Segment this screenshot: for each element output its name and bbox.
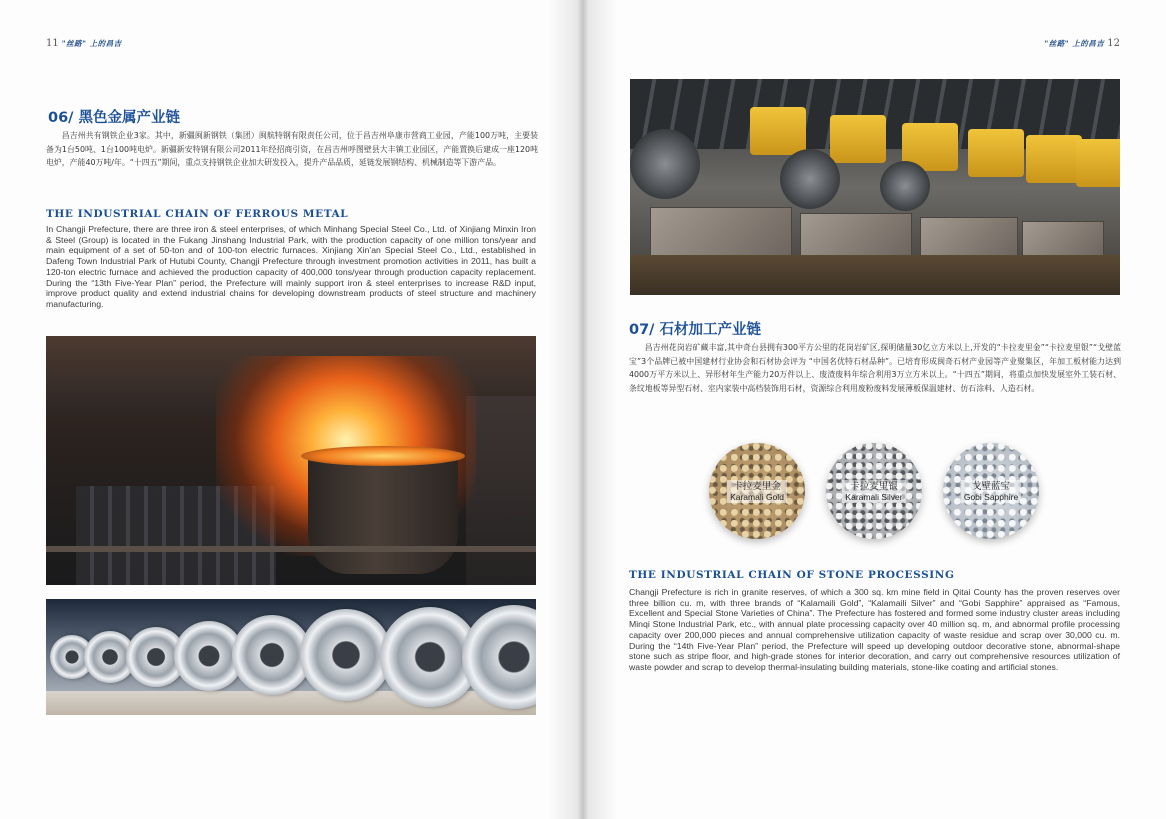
right-page-folio [1044, 38, 1120, 49]
sample-cn-label: 戈壁蓝宝 [971, 480, 1010, 492]
steel-coils-photo [46, 599, 536, 715]
ferrous-cn-body: 昌吉州共有钢铁企业3家。其中，新疆闽新钢铁（集团）闽航特钢有限责任公司，位于昌吉州阜康市营商工业园，产能100万吨，主要装备为1台50吨、1台100吨电炉。新疆新安特钢有限公司2011年经招商引资，在昌吉州呼图壁县大丰镇工业园区，产能置换后建成一座120吨电炉，产能40万吨/年。“十四五”期间，重点支持钢铁企业加大研发投入，提升产品品质，延链发展钢结构、机械制造等下游产品。 [46, 131, 538, 168]
sample-en-label: Karamali Silver [845, 491, 903, 502]
stone-cutting-photo [630, 79, 1120, 295]
left-page-folio [46, 38, 122, 49]
karamali-silver-sample [826, 443, 922, 539]
right-page-number: 12 [1107, 38, 1120, 49]
right-folio-logo: "丝路" 上的昌吉 [1044, 39, 1105, 48]
karamali-gold-sample [709, 443, 805, 539]
left-folio-logo: "丝路" 上的昌吉 [61, 39, 122, 48]
sample-en-label: Gobi Sapphire [963, 491, 1019, 502]
steelworks-photo [46, 336, 536, 585]
ferrous-en-heading: THE INDUSTRIAL CHAIN OF FERROUS METAL [46, 208, 349, 220]
gobi-sapphire-sample [943, 443, 1039, 539]
stone-cn-body: 昌吉州花岗岩矿藏丰富,其中奇台县拥有300平方公里的花岗岩矿区,探明储量30亿立方米以上,开发的“卡拉麦里金”“卡拉麦里银”“戈壁蓝宝”3个品牌已被中国建材行业协会和石材协会评为 “中国名优特石材品种”。已培育形成闽奇石材产业园等产业聚集区，年加工板材能力达到4000万平方米以上、异形材年生产能力20万件以上、废渣废料年综合利用3万立方米以上。“十四五”期间，将重点加快发展室外工装石材、条纹地板等异型石材、室内家装中高档装饰用石材，资源综合利用废粉废料发展薄板保温建材、仿石涂料、人造石材。 [629, 343, 1121, 393]
left-page-number: 11 [46, 38, 59, 49]
stone-en-body: Changji Prefecture is rich in granite reserves, of which a 300 sq. km mine field in Qitai County has the proven reserves over three billion cu. m, with three brands of “Kalamaili Gold”, “Kalamaili Silver” and “Gobi Sapphire” appraised as “Famous, Excellent and Special Stone Varieties of China”. The Prefecture has fostered and formed some industry cluster areas including Minqi Stone Industrial Park, etc., with annual plate processing capacity over 40 million sq. m, and abnormal profile processing capacity over 200,000 pieces and annual comprehensive utilization capacity of waste residue and scrap over 30,000 cu. m. During the “14th Five-Year Plan” period, the Prefecture will speed up developing outdoor decorative stone, abnormal-shape stone such as stripe floor, and high-grade stones for interior decoration, and carry out comprehensive resources utilization of waste powder and scrap to develop thermal-insulating building materials, stone-like coating and artificial stones. [629, 587, 1120, 672]
ferrous-cn-heading: 06/ 黑色金属产业链 [48, 110, 181, 126]
sample-cn-label: 卡拉麦里银 [850, 480, 898, 492]
ferrous-en-body: In Changji Prefecture, there are three iron & steel enterprises, of which Minhang Special Steel Co., Ltd. of Xinjiang Minxin Iron & Steel (Group) is located in the Fukang Jinshang Industrial Park, with the production capacity of one million tons/year and main equipment of a set of 50-ton and of 100-ton electric furnaces. Xinjiang Xin’an Special Steel Co., Ltd., established in Dafeng Town Industrial Park of Hutubi County, Changji Prefecture through investment promotion activities in 2011, has built a 120-ton electric furnace and achieved the production capacity of 400,000 tons/year through production capacity replacement. During the “13th Five-Year Plan” period, the Prefecture will mainly support iron & steel enterprises to increase R&D input, improve product quality and extend industrial chains for developing downstream products of steel structure and machinery manufacturing. [46, 224, 536, 309]
right-page [583, 0, 1166, 819]
sample-en-label: Karamali Gold [730, 491, 784, 502]
stone-cn-heading: 07/ 石材加工产业链 [629, 322, 762, 338]
sample-cn-label: 卡拉麦里金 [733, 480, 781, 492]
stone-en-heading: THE INDUSTRIAL CHAIN OF STONE PROCESSING [629, 569, 955, 581]
